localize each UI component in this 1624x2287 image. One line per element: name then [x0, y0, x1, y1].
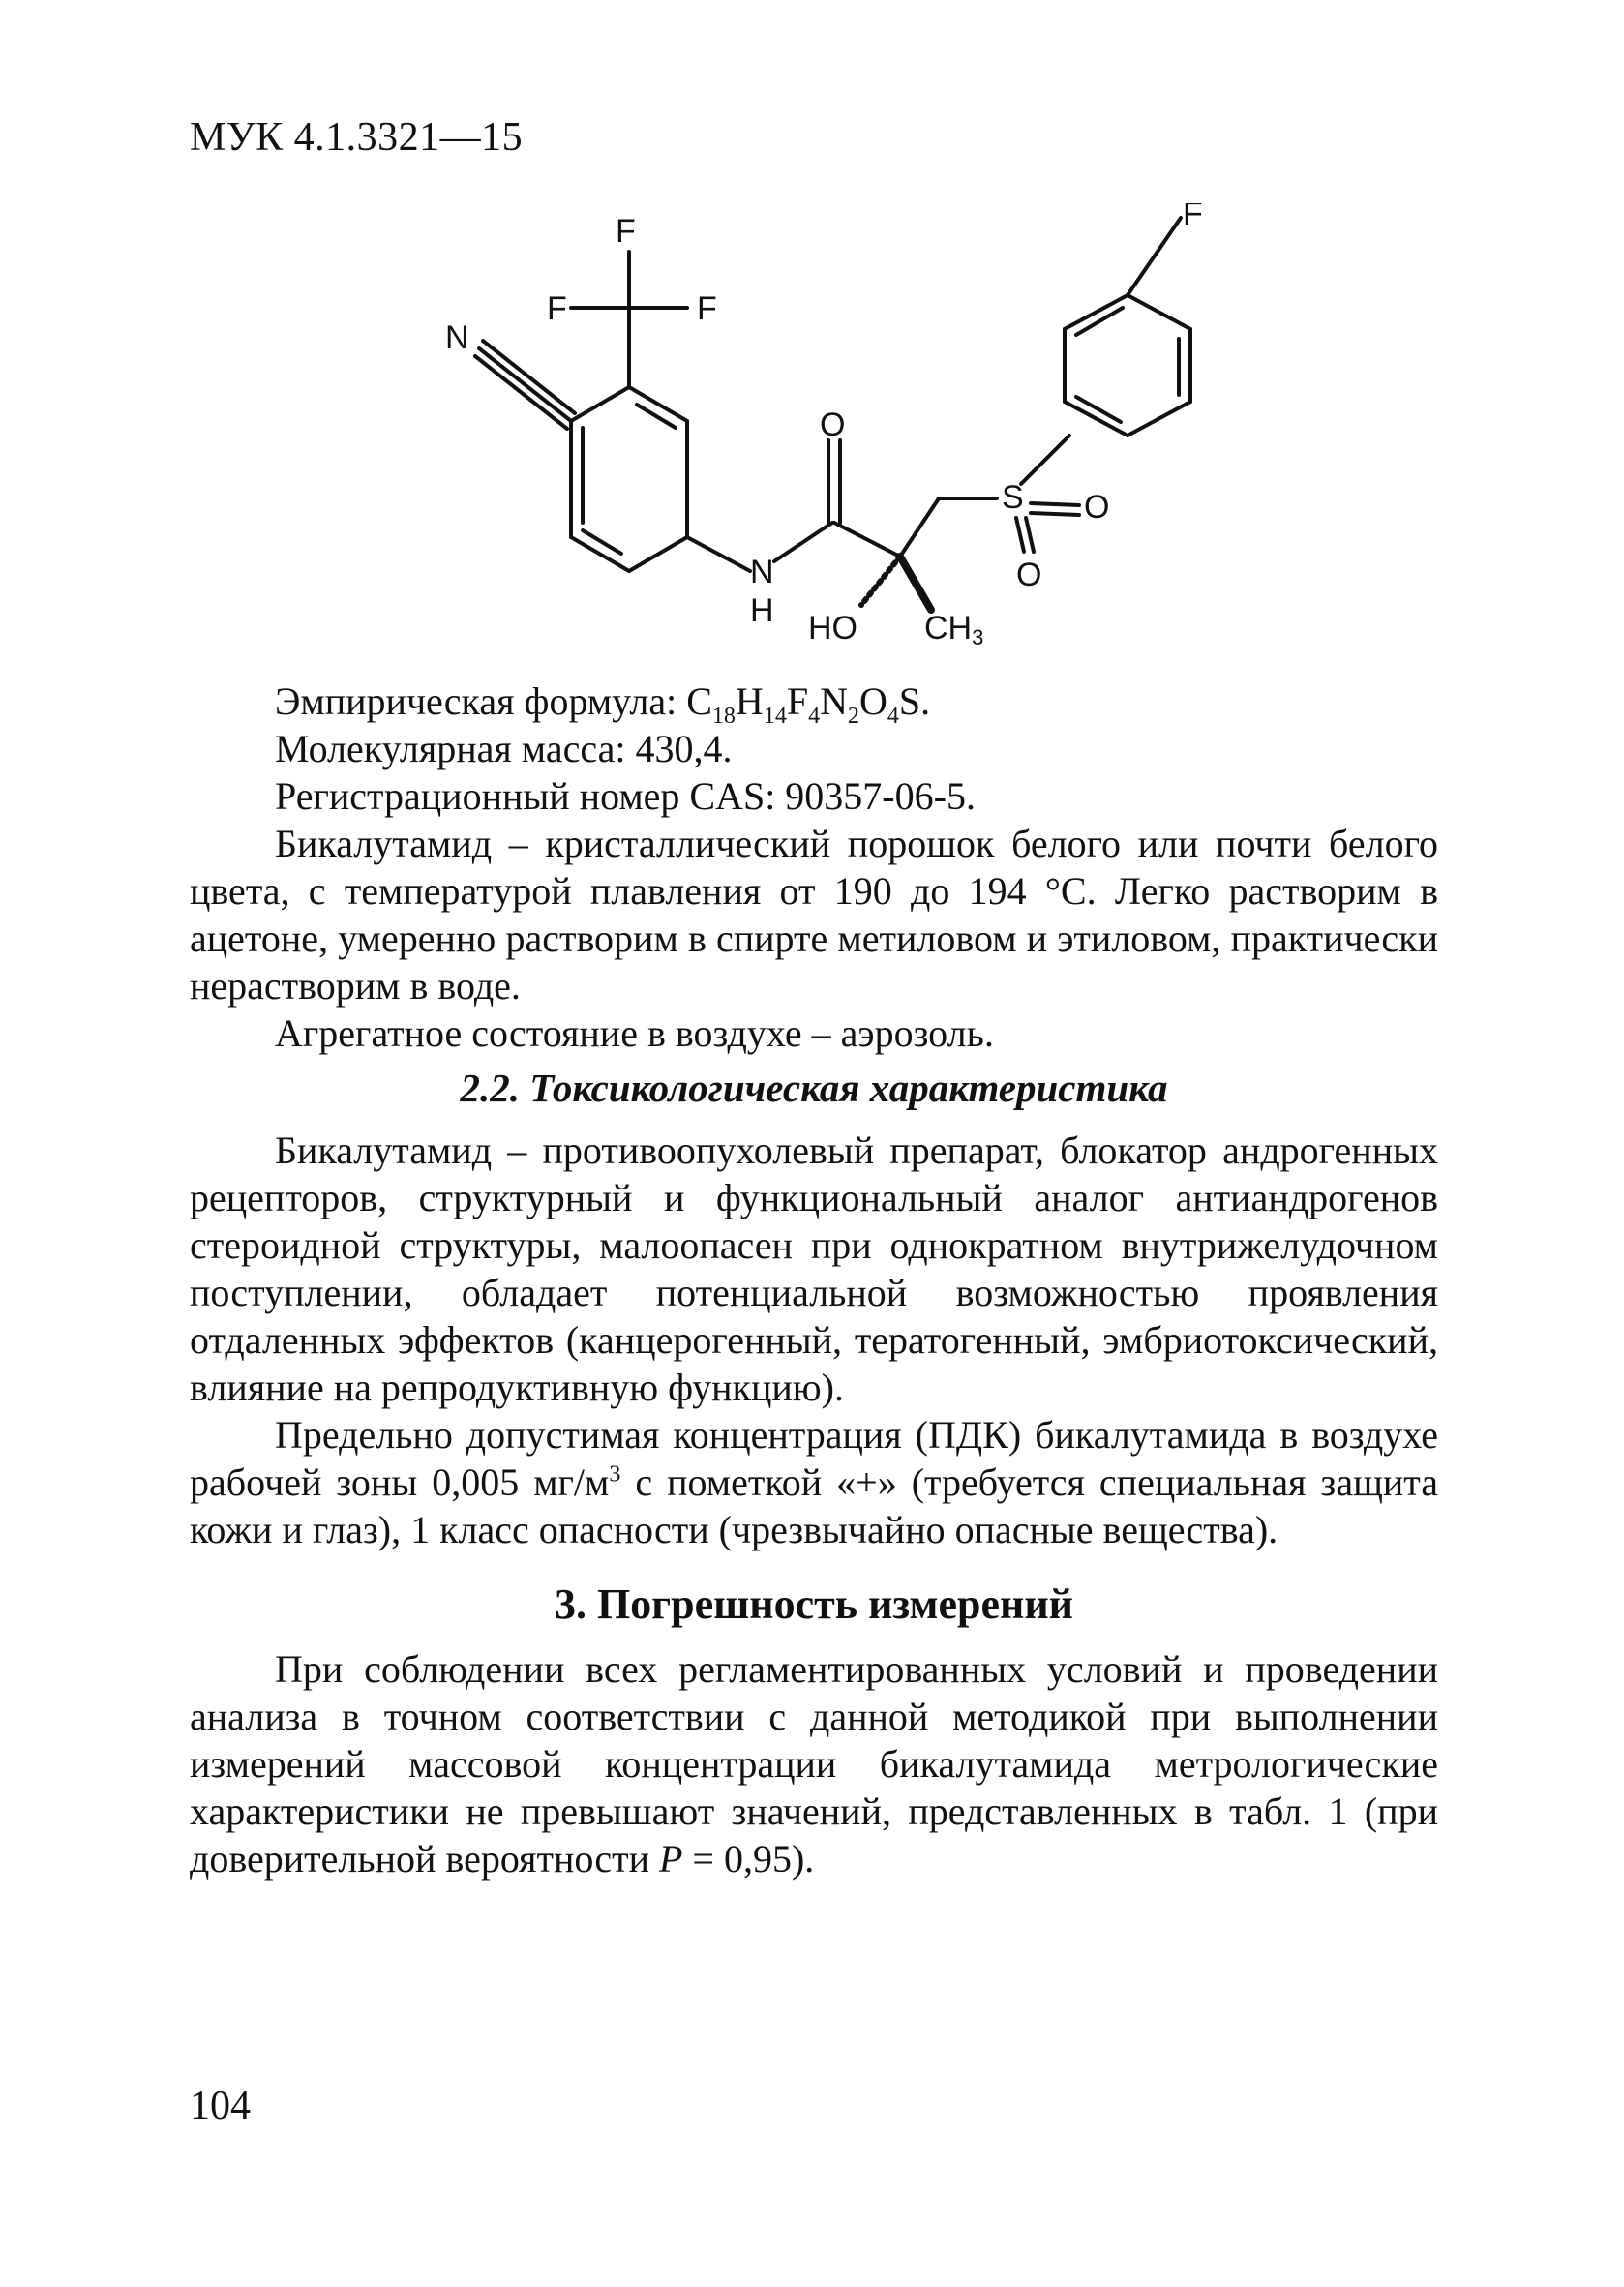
label-h: H: [750, 592, 774, 629]
section-title: 3. Погрешность измерений: [554, 1580, 1074, 1628]
error-paragraph: При соблюдении всех регламентированных условий и проведении анализа в точном соответствии с данной методикой при выполнении измерений массовой концентрации бикалутамида метрологические характеристики не превышают значений, представленных в табл. 1 (при доверительной вероятности P = 0,95).: [190, 1647, 1438, 1881]
molecular-mass-line: Молекулярная масса: 430,4.: [275, 727, 733, 770]
page-number: 104: [190, 2084, 251, 2128]
subsection-title: 2.2. Токсикологическая характеристика: [460, 1066, 1168, 1110]
label-o-s2: O: [1016, 557, 1042, 593]
pdk-paragraph: Предельно допустимая концентрация (ПДК) бикалутамида в воздухе рабочей зоны 0,005 $мг/м^3$ с пометкой «+» (требуется специальная защита кожи и глаз), 1 класс опасности (чрезвычайно опасные вещества).: [190, 1413, 1438, 1551]
formula-line: Эмпирическая формула: $C_{18}H_{14}F_4N_2O_4S$.: [275, 679, 931, 729]
bicalutamide-structure: [377, 203, 1307, 677]
label-f-right: F: [697, 290, 717, 327]
label-nh: N: [750, 554, 774, 590]
error-block: [190, 1645, 1438, 1882]
document-code-header: МУК 4.1.3321—15: [190, 115, 524, 160]
compound-properties: [190, 677, 1438, 1057]
properties-paragraph: Бикалутамид – кристаллический порошок белого или почти белого цвета, с температурой плавления от 190 до 194 °С. Легко растворим в ацетоне, умеренно растворим в спирте метиловом и этиловом, практически нерастворим в воде.: [190, 822, 1438, 1008]
label-ch3: CH3: [924, 610, 984, 649]
aggregate-state-paragraph: Агрегатное состояние в воздухе – аэрозоль.: [275, 1011, 994, 1055]
label-n-nitrile: N: [445, 319, 469, 356]
label-o-carbonyl: O: [820, 406, 846, 443]
cas-number-line: Регистрационный номер CAS: 90357-06-5.: [275, 774, 976, 818]
label-f-para: F: [1183, 203, 1203, 232]
label-f-top: F: [616, 213, 636, 250]
label-s: S: [1002, 479, 1024, 516]
label-ho: HO: [808, 610, 857, 647]
label-f-left: F: [547, 290, 567, 327]
label-o-s1: O: [1084, 489, 1110, 526]
toxicology-paragraph: Бикалутамид – противоопухолевый препарат, блокатор андрогенных рецепторов, структурный и функциональный аналог антиандрогенов стероидной структуры, малоопасен при однократном внутрижелудочном поступлении, обладает потенциальной возможностью проявления отдаленных эффектов (канцерогенный, тератогенный, эмбриотоксический, влияние на репродуктивную функцию).: [190, 1128, 1438, 1409]
toxicology-block: [190, 1127, 1438, 1553]
